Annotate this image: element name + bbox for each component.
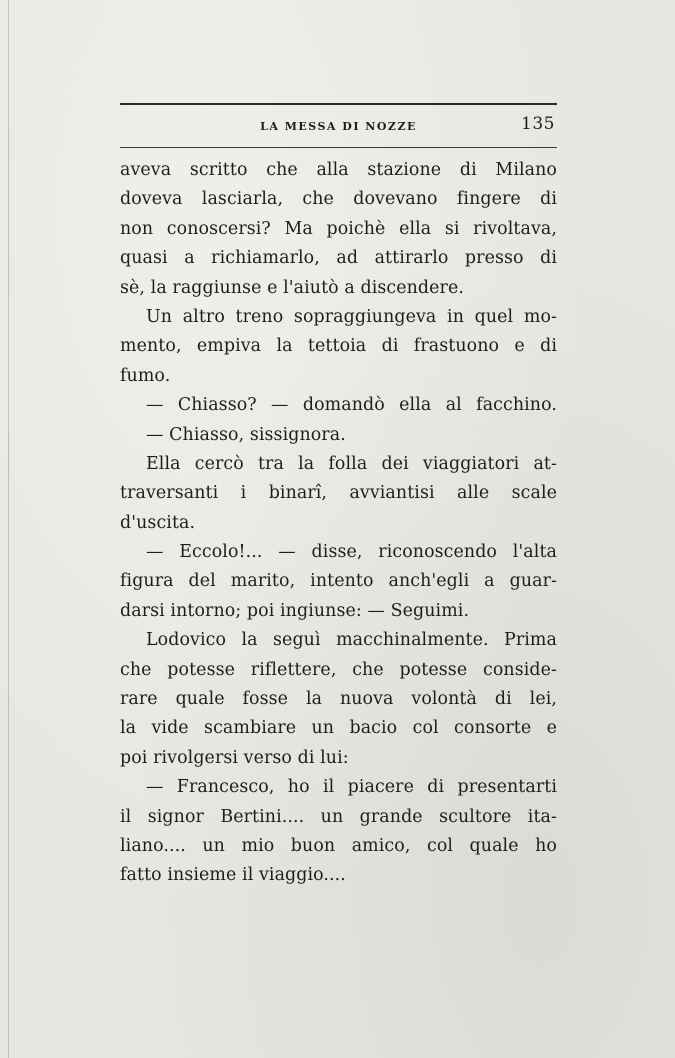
- text-line: che potesse riflettere, che potesse conside-: [120, 659, 557, 680]
- text-line: poi rivolgersi verso di lui:: [120, 747, 349, 768]
- running-title: LA MESSA DI NOZZE: [260, 120, 417, 133]
- text-line: quasi a richiamarlo, ad attirarlo presso di: [120, 248, 557, 269]
- text-line: sè, la raggiunse e l'aiutò a discendere.: [120, 277, 464, 298]
- text-line: mento, empiva la tettoia di frastuono e di: [120, 336, 557, 357]
- text-line: figura del marito, intento anch'egli a guar-: [120, 571, 557, 592]
- text-line: Ella cercò tra la folla dei viaggiatori at-: [146, 453, 557, 474]
- text-line: Lodovico la seguì macchinalmente. Prima: [146, 630, 557, 651]
- body-text: [120, 156, 557, 891]
- text-line: — Francesco, ho il piacere di presentarti: [146, 777, 557, 798]
- text-line: traversanti i binarî, avviantisi alle scale: [120, 483, 557, 504]
- text-line: — Eccolo!... — disse, riconoscendo l'alta: [146, 542, 557, 563]
- page-gutter-edge: [8, 0, 9, 1058]
- text-line: doveva lasciarla, che dovevano fingere di: [120, 189, 557, 210]
- text-line: il signor Bertini.... un grande scultore ita-: [120, 806, 557, 827]
- text-line: rare quale fosse la nuova volontà di lei,: [120, 689, 557, 710]
- header-rule-bottom: [120, 147, 557, 148]
- text-line: fumo.: [120, 365, 171, 386]
- text-line: fatto insieme il viaggio....: [120, 865, 346, 886]
- text-line: la vide scambiare un bacio col consorte e: [120, 718, 557, 739]
- text-line: d'uscita.: [120, 512, 196, 533]
- text-line: Un altro treno sopraggiungeva in quel mo-: [146, 306, 557, 327]
- text-line: aveva scritto che alla stazione di Milano: [120, 160, 557, 180]
- text-line: liano.... un mio buon amico, col quale ho: [120, 835, 557, 856]
- text-line: — Chiasso? — domandò ella al facchino.: [146, 395, 557, 416]
- text-line: non conoscersi? Ma poichè ella si rivoltava,: [120, 218, 557, 239]
- page-header: [120, 114, 557, 142]
- text-line: — Chiasso, sissignora.: [146, 424, 346, 445]
- text-line: darsi intorno; poi ingiunse: — Seguimi.: [120, 600, 470, 621]
- page-number: 135: [521, 114, 555, 134]
- header-rule-top: [120, 103, 557, 105]
